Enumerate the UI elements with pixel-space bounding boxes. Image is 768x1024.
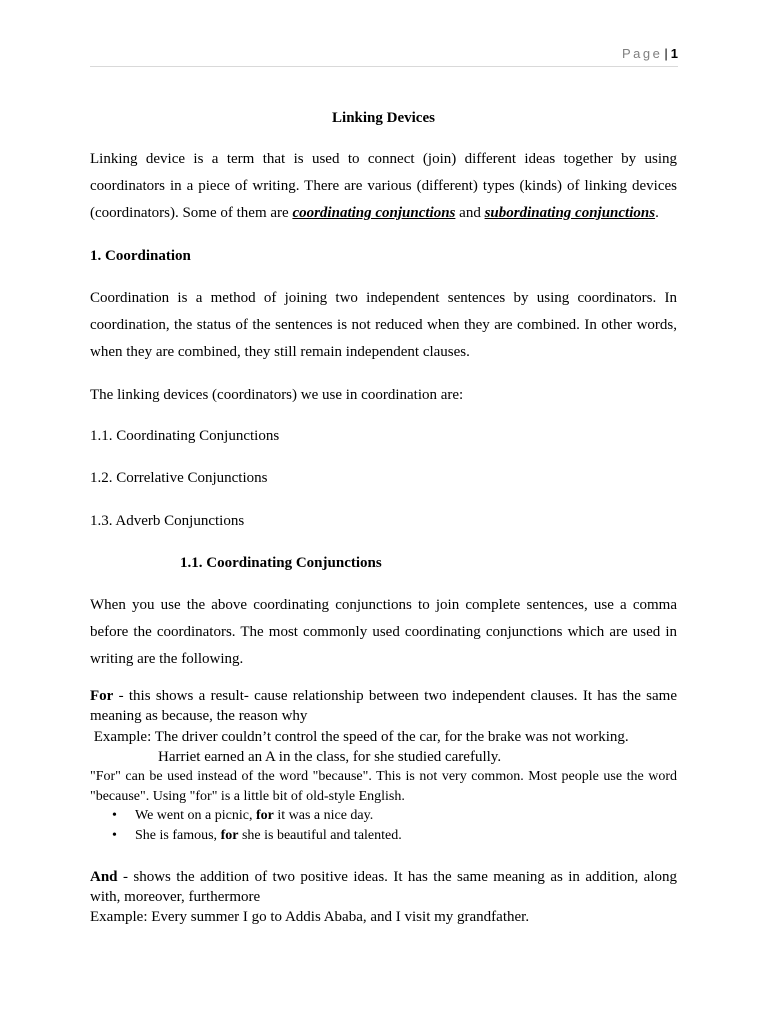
for-description: - this shows a result- cause relationship between two independent clauses. It has the same meaning as because, the reason why [90, 688, 677, 724]
bullet-text: We went on a picnic, [135, 808, 256, 823]
header-separator: | [664, 46, 668, 61]
bullet-icon: • [112, 808, 117, 823]
bullet-bold: for [255, 808, 274, 823]
bullet-text: it was a nice day. [273, 808, 374, 823]
document-title: Linking Devices [332, 110, 435, 126]
intro-between: and [455, 205, 485, 221]
and-example: Example: Every summer I go to Addis Ababa, and I visit my grandfather. [90, 909, 530, 925]
bullet-bold: for [220, 828, 239, 843]
and-description: - shows the addition of two positive ideas. It has the same meaning as in addition, along with, moreover, furthermore [90, 869, 677, 905]
for-word: For [90, 688, 114, 704]
for-example-2: Harriet earned an A in the class, for she studied carefully. [158, 749, 502, 765]
section-heading-coordination: 1. Coordination [90, 248, 191, 264]
list-item: 1.1. Coordinating Conjunctions [90, 428, 280, 444]
linking-devices-intro: The linking devices (coordinators) we use in coordination are: [90, 387, 464, 403]
bullet-text: She is famous, [135, 828, 221, 843]
list-item: 1.2. Correlative Conjunctions [90, 470, 268, 486]
page-header [90, 46, 678, 67]
for-definition [90, 686, 677, 726]
coordination-paragraph: Coordination is a method of joining two independent sentences by using coordinators. In coordination, the status of the sentences is not reduced when they are combined. In other words, when they are combined, they still remain independent clauses. [90, 290, 677, 360]
and-definition [90, 867, 677, 907]
for-usage-note: "For" can be used instead of the word "because". This is not very common. Most people use the word "because". Using "for" is a little bit of old-style English. [90, 769, 677, 804]
term-subordinating-conjunctions: subordinating conjunctions [484, 205, 656, 221]
page-label: Page [622, 46, 663, 61]
intro-paragraph [90, 146, 677, 227]
coordinating-conjunctions-paragraph: When you use the above coordinating conjunctions to join complete sentences, use a comma before the coordinators. The most commonly used coordinating conjunctions which are used in writing are the following. [90, 597, 677, 667]
for-example-1: Example: The driver couldn’t control the speed of the car, for the brake was not working. [90, 729, 629, 745]
bullet-icon: • [112, 828, 117, 843]
subsection-heading-coordinating-conjunctions: 1.1. Coordinating Conjunctions [180, 555, 382, 571]
and-word: And [90, 869, 118, 885]
intro-text: Linking device is a term that is used to connect (join) different ideas together by using coordinators in a piece of writing. There are various (different) types (kinds) of linking devices (coordinators). Some of them are [90, 151, 677, 221]
term-coordinating-conjunctions: coordinating conjunctions [292, 205, 456, 221]
list-item: 1.3. Adverb Conjunctions [90, 513, 245, 529]
page-number: 1 [670, 46, 678, 61]
bullet-text: she is beautiful and talented. [238, 828, 402, 843]
intro-end: . [655, 205, 659, 221]
